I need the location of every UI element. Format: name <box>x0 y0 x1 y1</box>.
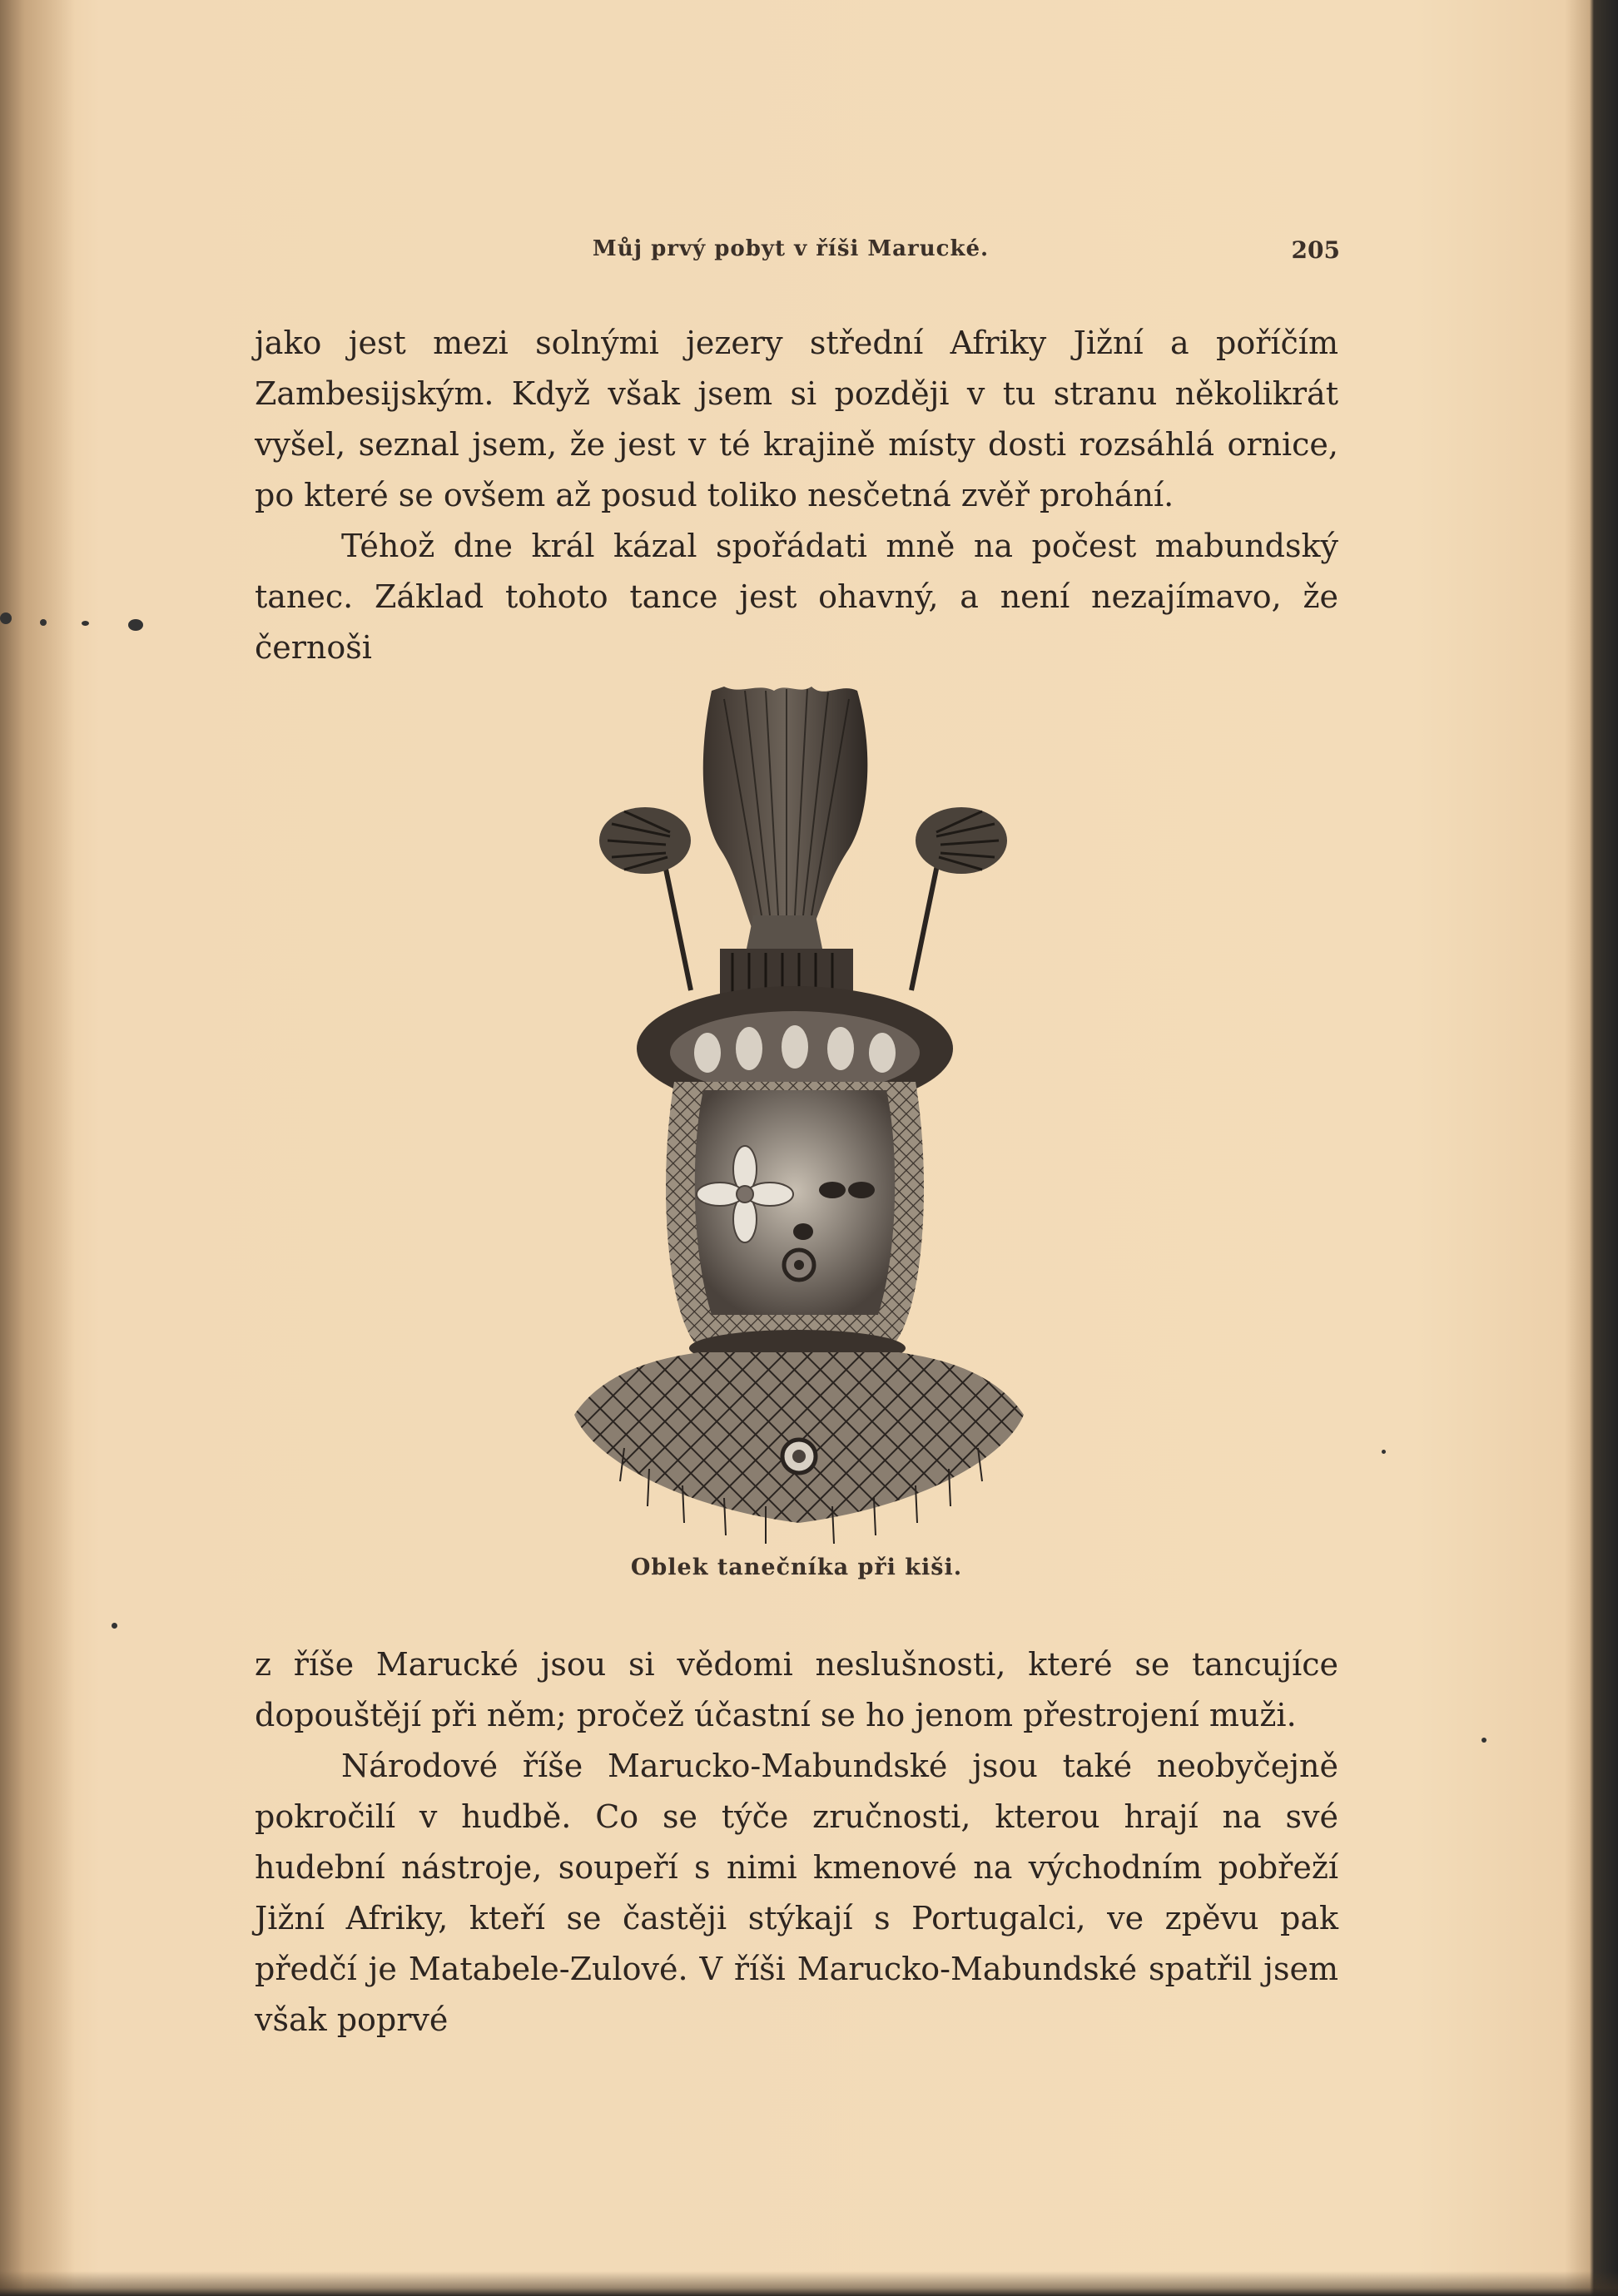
page-number: 205 <box>1291 236 1340 264</box>
ink-mark <box>82 621 89 626</box>
side-plume-left-icon <box>599 807 691 990</box>
ink-mark <box>40 619 47 626</box>
page-gutter-shadow <box>0 0 75 2296</box>
paragraph: Téhož dne král kázal spořádati mně na počest mabundský tanec. Základ tohoto tance jest ohavný, a není nezajímavo, že černoši <box>255 528 1338 666</box>
running-head-title: Můj prvý pobyt v říši Marucké. <box>592 236 990 261</box>
ink-mark <box>0 612 12 624</box>
text-block-bottom <box>255 1639 1338 2046</box>
dancer-costume-illustration <box>574 682 1040 1548</box>
ink-mark <box>1482 1738 1486 1743</box>
page-bottom-edge <box>0 2271 1618 2296</box>
ink-mark <box>112 1623 117 1629</box>
ink-mark <box>128 619 143 631</box>
plume-icon <box>703 687 868 957</box>
paragraph: z říše Marucké jsou si vědomi neslušnosti, které se tancujíce dopouštějí při něm; pročež účastní se ho jenom přestrojení muži. <box>255 1646 1338 1733</box>
ink-mark <box>1382 1450 1386 1454</box>
paragraph: jako jest mezi solnými jezery střední Afriky Jižní a poříčím Zambesijským. Když však jsem si později v tu stranu několikrát vyšel, seznal jsem, že jest v té krajině místy dosti rozsáhlá ornice, po které se ovšem až posud toliko nesčetná zvěř prohání. <box>255 325 1338 513</box>
side-plume-right-icon <box>911 807 1007 990</box>
running-head <box>250 236 1340 270</box>
paragraph: Národové říše Marucko-Mabundské jsou také neobyčejně pokročilí v hudbě. Co se týče zručnosti, kterou hrají na své hudební nástroje, soupeří s nimi kmenové na východním pobřeží Jižní Afriky, kteří se častěji stýkají s Portugalci, ve zpěvu pak předčí je Matabele-Zulové. V říši Marucko-Mabundské spatřil jsem však poprvé <box>255 1748 1338 2038</box>
text-block-top <box>255 318 1338 673</box>
figure-caption: Oblek tanečníka při kiši. <box>630 1555 963 1580</box>
